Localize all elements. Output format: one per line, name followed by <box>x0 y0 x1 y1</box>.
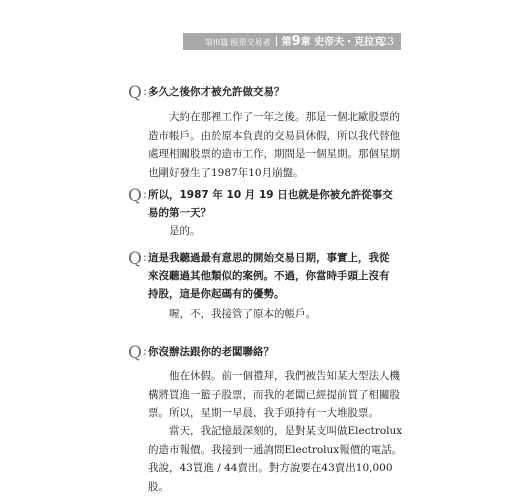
answer-text: 大約在那裡工作了一年之後。那是一個北歐股票的造市帳戶。由於原本負責的交易員休假，所以我代替他處理相關股票的造市工作，期間是一個星期。那個星期也剛好發生了1987年10月崩盤。 <box>148 111 400 179</box>
question-text: 這是我聽過最有意思的開始交易日期，事實上，我從來沒聽過其他類似的案例。不過，你當時手頭上沒有持股，這是你起碼有的優勢。 <box>148 252 390 300</box>
question-text: 多久之後你才被允許做交易？ <box>148 86 285 98</box>
question-marker: Q: <box>128 186 147 206</box>
question-marker: Q: <box>128 249 147 269</box>
answer-text: 當天，我記憶最深刻的，是對某支叫做Electrolux的造市報價。我接到一通詢問Electrolux報價的電話。我說，43買進 / 44賣出。對方說要在43賣出10,000股。 <box>148 425 403 493</box>
chapter-title: 第9章 史帝夫・克拉克 <box>281 34 385 49</box>
running-header <box>205 35 384 49</box>
question-marker: Q: <box>128 343 147 363</box>
question-marker: Q: <box>128 83 147 103</box>
header-divider <box>276 36 277 46</box>
answer-text: 喔，不，我接管了原本的帳戶。 <box>169 308 316 320</box>
question-text: 你沒辦法跟你的老闆聯絡？ <box>148 346 274 358</box>
question-text: 所以，1987 年 10 月 19 日也就是你被允許從事交易的第一天？ <box>148 189 393 219</box>
page-number: 23 <box>380 35 394 48</box>
part-title: 第III篇 股票交易者 <box>205 38 271 47</box>
answer-text: 他在休假。前一個禮拜，我們被告知某大型法人機構將買進一籃子股票，而我的老闆已經提前買了相關股票。所以，星期一早晨，我手頭持有一大堆股票。 <box>148 370 400 419</box>
answer-text: 是的。 <box>169 225 201 237</box>
